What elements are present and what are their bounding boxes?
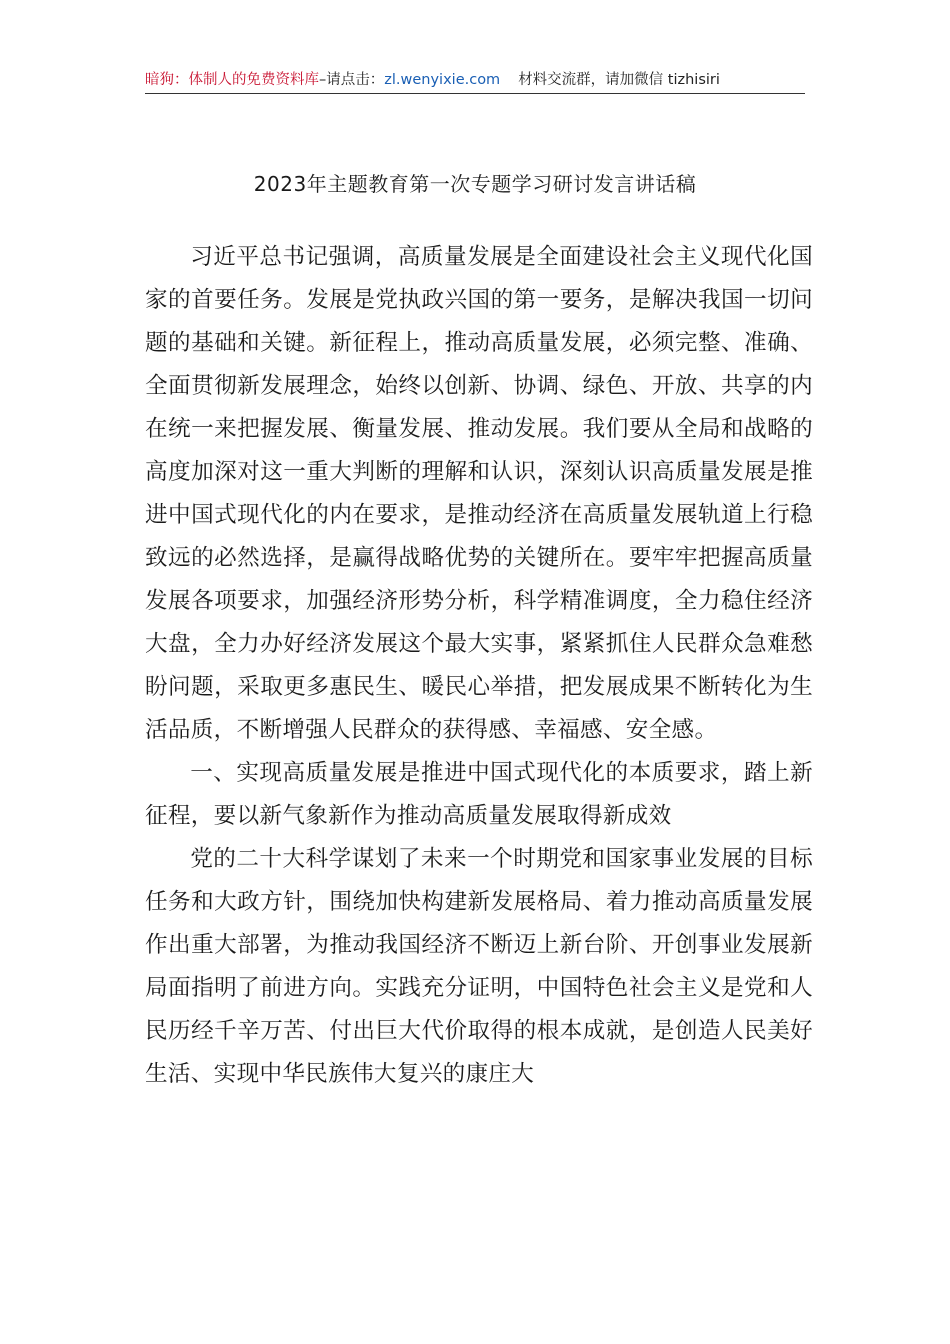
paragraph-section-1: 党的二十大科学谋划了未来一个时期党和国家事业发展的目标任务和大政方针，围绕加快构建新发展格局、着力推动高质量发展作出重大部署，为推动我国经济不断迈上新台阶、开创事业发展新局面指明了前进方向。实践充分证明，中国特色社会主义是党和人民历经千辛万苦、付出巨大代价取得的根本成就，是创造人民美好生活、实现中华民族伟大复兴的康庄大 — [145, 846, 813, 1087]
section-heading-1: 一、实现高质量发展是推进中国式现代化的本质要求，踏上新征程，要以新气象新作为推动高质量发展取得新成效 — [145, 760, 813, 829]
header-prompt: –请点击： — [319, 72, 385, 88]
page-header — [145, 70, 805, 90]
document-body — [145, 236, 813, 1096]
header-contact: 材料交流群，请加微信 tizhisiri — [518, 72, 720, 88]
header-link[interactable]: zl.wenyixie.com — [384, 72, 501, 88]
header-brand[interactable]: 暗狗：体制人的免费资料库 — [145, 72, 319, 88]
document-title: 2023年主题教育第一次专题学习研讨发言讲话稿 — [253, 172, 697, 196]
paragraph-intro: 习近平总书记强调，高质量发展是全面建设社会主义现代化国家的首要任务。发展是党执政兴国的第一要务，是解决我国一切问题的基础和关键。新征程上，推动高质量发展，必须完整、准确、全面贯彻新发展理念，始终以创新、协调、绿色、开放、共享的内在统一来把握发展、衡量发展、推动发展。我们要从全局和战略的高度加深对这一重大判断的理解和认识，深刻认识高质量发展是推进中国式现代化的内在要求，是推动经济在高质量发展轨道上行稳致远的必然选择，是赢得战略优势的关键所在。要牢牢把握高质量发展各项要求，加强经济形势分析，科学精准调度，全力稳住经济大盘，全力办好经济发展这个最大实事，紧紧抓住人民群众急难愁盼问题，采取更多惠民生、暖民心举措，把发展成果不断转化为生活品质，不断增强人民群众的获得感、幸福感、安全感。 — [145, 244, 813, 743]
header-divider — [145, 93, 805, 94]
